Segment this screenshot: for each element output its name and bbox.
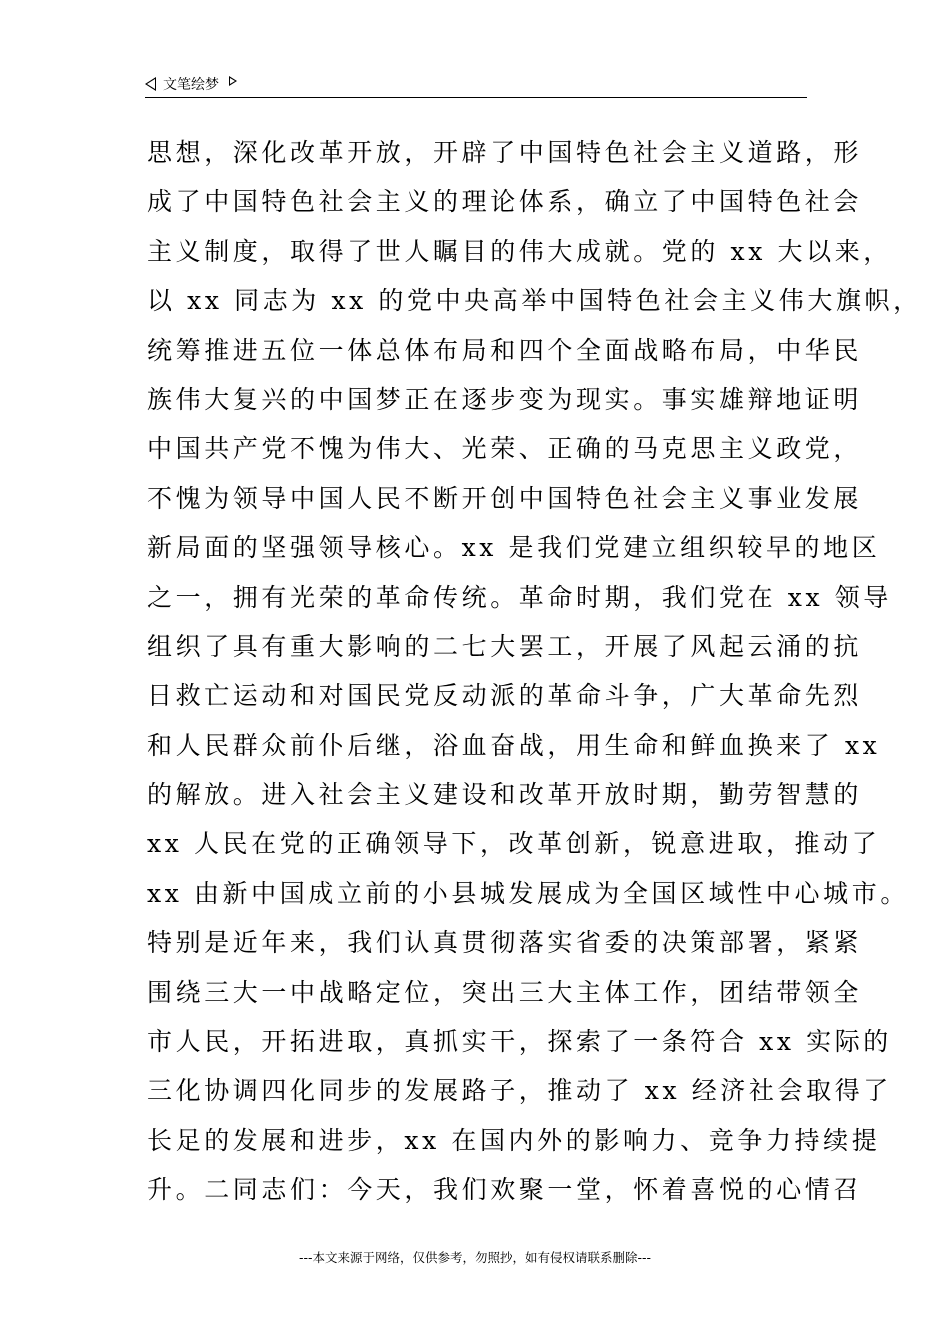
- left-triangle-icon: [145, 77, 156, 91]
- right-triangle-icon: [229, 76, 237, 86]
- text-line: 长足的发展和进步，xx 在国内外的影响力、竞争力持续提: [147, 1125, 881, 1155]
- text-line: 统筹推进五位一体总体布局和四个全面战略布局，中华民: [147, 335, 863, 365]
- text-line: 族伟大复兴的中国梦正在逐步变为现实。事实雄辩地证明: [147, 384, 863, 414]
- text-line: 思想，深化改革开放，开辟了中国特色社会主义道路，形: [147, 138, 863, 167]
- document-body: [147, 128, 922, 1215]
- text-line: 三化协调四化同步的发展路子，推动了 xx 经济社会取得了: [147, 1076, 892, 1106]
- text-line: 升。二同志们：今天，我们欢聚一堂，怀着喜悦的心情召: [147, 1175, 863, 1205]
- header-title: 文笔绘梦: [163, 77, 219, 93]
- text-line: 以 xx 同志为 xx 的党中央高举中国特色社会主义伟大旗帜，: [147, 286, 922, 316]
- text-line: 成了中国特色社会主义的理论体系，确立了中国特色社会: [147, 187, 863, 217]
- page-header: [145, 74, 237, 94]
- text-line: xx 人民在党的正确领导下，改革创新，锐意进取，推动了: [147, 829, 881, 859]
- text-line: 和人民群众前仆后继，浴血奋战，用生命和鲜血换来了 xx: [147, 730, 881, 760]
- header-divider: [145, 97, 807, 98]
- text-line: 围绕三大一中战略定位，突出三大主体工作，团结带领全: [147, 977, 863, 1007]
- text-line: 组织了具有重大影响的二七大罢工，开展了风起云涌的抗: [147, 631, 863, 661]
- text-line: 特别是近年来，我们认真贯彻落实省委的决策部署，紧紧: [147, 928, 863, 958]
- text-line: 之一，拥有光荣的革命传统。革命时期，我们党在 xx 领导: [147, 582, 892, 612]
- text-line: 的解放。进入社会主义建设和改革开放时期，勤劳智慧的: [147, 780, 863, 810]
- text-line: 主义制度，取得了世人瞩目的伟大成就。党的 xx 大以来，: [147, 236, 892, 266]
- footer-disclaimer: ---本文来源于网络，仅供参考，勿照抄，如有侵权请联系删除---: [298, 1250, 652, 1265]
- text-line: xx 由新中国成立前的小县城发展成为全国区域性中心城市。: [147, 878, 909, 908]
- text-line: 市人民，开拓进取，真抓实干，探索了一条符合 xx 实际的: [147, 1027, 892, 1057]
- text-line: 日救亡运动和对国民党反动派的革命斗争，广大革命先烈: [147, 681, 863, 711]
- text-line: 不愧为领导中国人民不断开创中国特色社会主义事业发展: [147, 483, 863, 513]
- text-line: 新局面的坚强领导核心。xx 是我们党建立组织较早的地区: [147, 533, 881, 563]
- text-line: 中国共产党不愧为伟大、光荣、正确的马克思主义政党，: [147, 434, 863, 464]
